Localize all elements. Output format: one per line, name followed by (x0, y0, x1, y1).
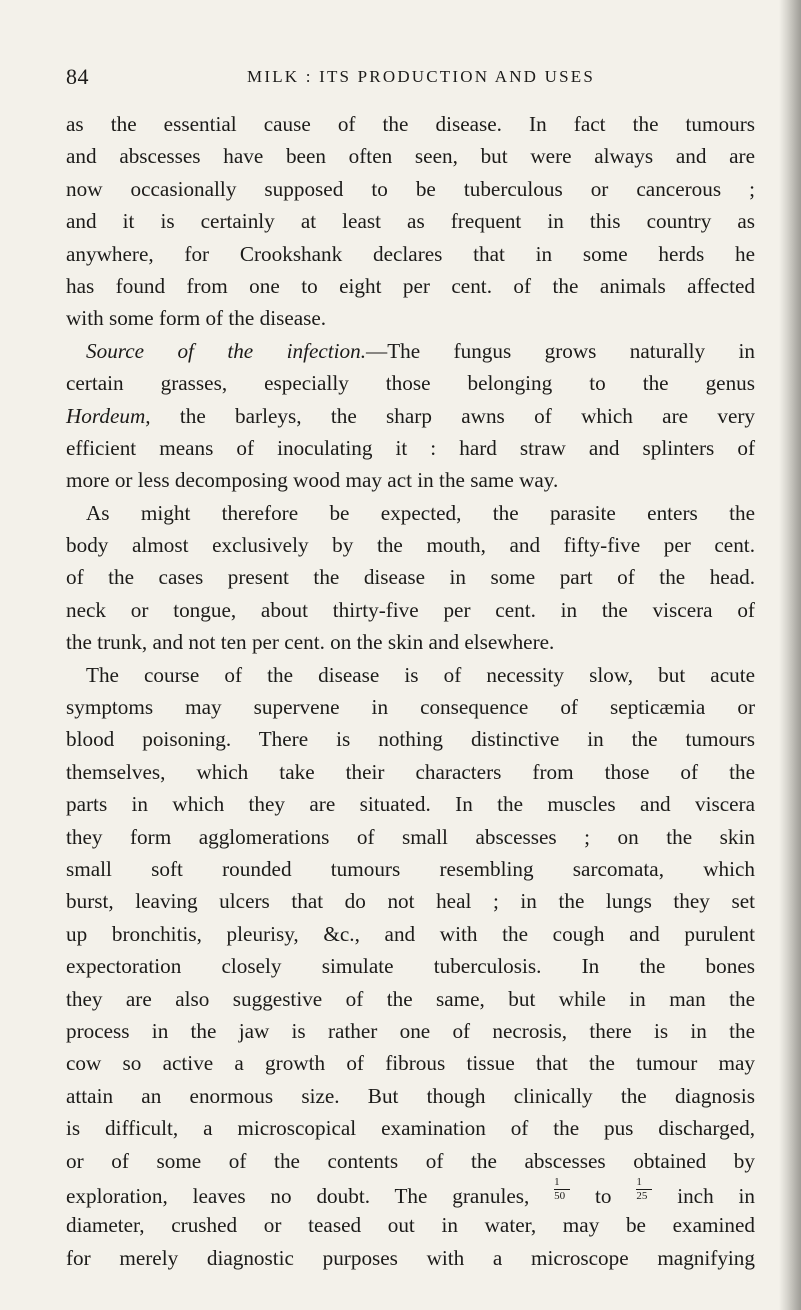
page-edge-shadow (779, 0, 801, 1310)
text-line: certain grasses, especially those belonging to the genus (66, 371, 755, 396)
text-line: burst, leaving ulcers that do not heal ; in the lungs they set (66, 889, 755, 914)
text-line (66, 400, 755, 432)
fraction-one-fiftieth (554, 1177, 570, 1202)
text-line: with some form of the disease. (66, 306, 327, 331)
page-header (66, 64, 756, 94)
fraction-denominator: 25 (636, 1189, 648, 1202)
text-line: of the cases present the disease in some part of the head. (66, 565, 755, 590)
text-line: for merely diagnostic purposes with a microscope magnifying (66, 1245, 755, 1270)
text-line-granules (66, 1177, 755, 1209)
text-fragment: —The fungus grows naturally in (366, 338, 755, 363)
text-line: The course of the disease is of necessity slow, but acute (86, 662, 755, 687)
text-line: blood poisoning. There is nothing distinctive in the tumours (66, 727, 755, 752)
running-title: MILK : ITS PRODUCTION AND USES (247, 67, 595, 86)
text-line: anywhere, for Crookshank declares that in some herds he (66, 241, 755, 266)
genus-name: Hordeum, (66, 403, 151, 428)
text-line: is difficult, a microscopical examination of the pus discharged, (66, 1116, 755, 1141)
text-line: diameter, crushed or teased out in water, may be examined (66, 1213, 755, 1238)
text-line: body almost exclusively by the mouth, and fifty-five per cent. (66, 533, 755, 558)
page-number: 84 (66, 64, 89, 89)
fraction-one-twentyfifth (636, 1177, 652, 1202)
body-text (66, 108, 755, 1274)
section-heading: Source of the infection. (86, 338, 367, 363)
text-line: has found from one to eight per cent. of the animals affected (66, 273, 755, 298)
text-line: they are also suggestive of the same, but while in man the (66, 986, 755, 1011)
text-fragment: exploration, leaves no doubt. The granules, (66, 1183, 555, 1208)
text-line: cow so active a growth of fibrous tissue that the tumour may (66, 1051, 755, 1076)
fraction-numerator: 1 (554, 1177, 570, 1190)
text-line: and abscesses have been often seen, but were always and are (66, 144, 755, 169)
text-line: As might therefore be expected, the parasite enters the (86, 500, 755, 525)
fraction-denominator: 50 (554, 1189, 566, 1202)
text-line: expectoration closely simulate tuberculosis. In the bones (66, 954, 755, 979)
text-line: and it is certainly at least as frequent in this country as (66, 209, 755, 234)
text-line: neck or tongue, about thirty-five per cent. in the viscera of (66, 597, 755, 622)
text-line: more or less decomposing wood may act in the same way. (66, 468, 559, 493)
text-line-section-heading (66, 335, 755, 367)
text-fragment: inch in (652, 1183, 755, 1208)
text-line: process in the jaw is rather one of necrosis, there is in the (66, 1018, 755, 1043)
text-fragment: to (570, 1183, 637, 1208)
text-line: now occasionally supposed to be tuberculous or cancerous ; (66, 176, 755, 201)
text-line: attain an enormous size. But though clinically the diagnosis (66, 1083, 755, 1108)
text-line: the trunk, and not ten per cent. on the skin and elsewhere. (66, 630, 555, 655)
text-line: small soft rounded tumours resembling sarcomata, which (66, 856, 755, 881)
text-line: symptoms may supervene in consequence of septicæmia or (66, 695, 755, 720)
text-fragment: the barleys, the sharp awns of which are very (150, 403, 755, 428)
fraction-numerator: 1 (636, 1177, 652, 1190)
text-line: as the essential cause of the disease. In fact the tumours (66, 112, 755, 136)
text-line: parts in which they are situated. In the muscles and viscera (66, 792, 755, 817)
text-line: or of some of the contents of the abscesses obtained by (66, 1148, 755, 1173)
text-line: up bronchitis, pleurisy, &c., and with the cough and purulent (66, 921, 755, 946)
text-line: themselves, which take their characters from those of the (66, 759, 755, 784)
text-line: they form agglomerations of small abscesses ; on the skin (66, 824, 755, 849)
text-line: efficient means of inoculating it : hard straw and splinters of (66, 435, 755, 460)
